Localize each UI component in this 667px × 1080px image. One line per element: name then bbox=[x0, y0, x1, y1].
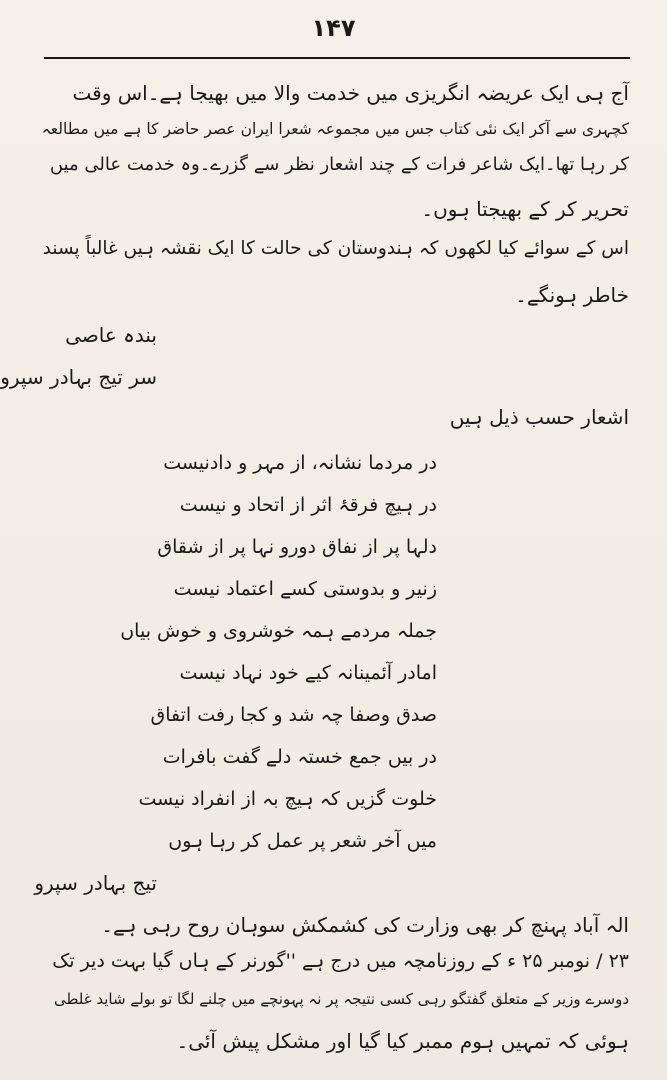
letter-line: کچہری سے آکر ایک نئی کتاب جس میں مجموعہ شعرا ایران عصر حاضر کا ہے میں مطالعہ bbox=[41, 120, 629, 138]
verse-line: در مردما نشانہ، از مہر و دادنیست bbox=[163, 452, 437, 474]
header-rule bbox=[44, 57, 630, 59]
letter-line: اس کے سوائے کیا لکھوں کہ ہندوستان کی حالت کا ایک نقشہ ہیں غالباً پسند bbox=[42, 238, 629, 259]
verse-line: زنیر و بدوستی کسے اعتماد نیست bbox=[173, 578, 437, 600]
closing-line: الہ آباد پہنچ کر بھی وزارت کی کشمکش سوہان روح رہی ہے۔ bbox=[101, 913, 629, 937]
verse-line: میں آخر شعر پر عمل کر رہا ہوں bbox=[168, 830, 437, 852]
verse-line: خلوت گزیں کہ ہیچ بہ از انفراد نیست bbox=[138, 788, 437, 810]
closing-line: دوسرے وزیر کے متعلق گفتگو رہی کسی نتیجہ پر نہ پہونچے میں چلنے لگا تو بولے شاید غلطی bbox=[53, 990, 629, 1008]
closing-line: ہوئی کہ تمہیں ہوم ممبر کیا گیا اور مشکل پیش آئی۔ bbox=[176, 1029, 629, 1053]
letter-line: کر رہا تھا۔ایک شاعر فرات کے چند اشعار نظر سے گزرے۔وہ خدمت عالی میں bbox=[49, 154, 629, 175]
verse-line: در بیں جمع خستہ دلے گفت بافرات bbox=[162, 746, 437, 768]
letter-line: خاطر ہونگے۔ bbox=[515, 283, 629, 307]
letter-line: تحریر کر کے بھیجتا ہوں۔ bbox=[421, 197, 629, 221]
signature-name: سر تیج بہادر سپرو bbox=[0, 365, 157, 389]
verse-signature: تیج بہادر سپرو bbox=[34, 871, 157, 895]
verse-line: دلہا پر از نفاق دورو نہا پر از شقاق bbox=[157, 536, 437, 558]
verse-line: در ہیچ فرقۂ اثر از اتحاد و نیست bbox=[179, 494, 437, 516]
verse-line: صدق وصفا چہ شد و کجا رفت اتفاق bbox=[150, 704, 437, 726]
verse-line: جملہ مردمے ہمہ خوشروی و خوش بیاں bbox=[120, 620, 437, 642]
closing-line: ۲۳ / نومبر ۲۵ ء کے روزنامچہ میں درج ہے ''گورنر کے ہاں گیا بہت دیر تک bbox=[52, 950, 629, 972]
letter-line: آج ہی ایک عریضہ انگریزی میں خدمت والا میں بھیجا ہے۔اس وقت bbox=[72, 81, 629, 105]
signature-line: بندہ عاصی bbox=[65, 323, 157, 347]
verses-intro: اشعار حسب ذیل ہیں bbox=[449, 405, 629, 429]
page-number: ۱۴۷ bbox=[311, 14, 356, 42]
verse-line: امادر آئمینانہ کیے خود نہاد نیست bbox=[179, 662, 437, 684]
